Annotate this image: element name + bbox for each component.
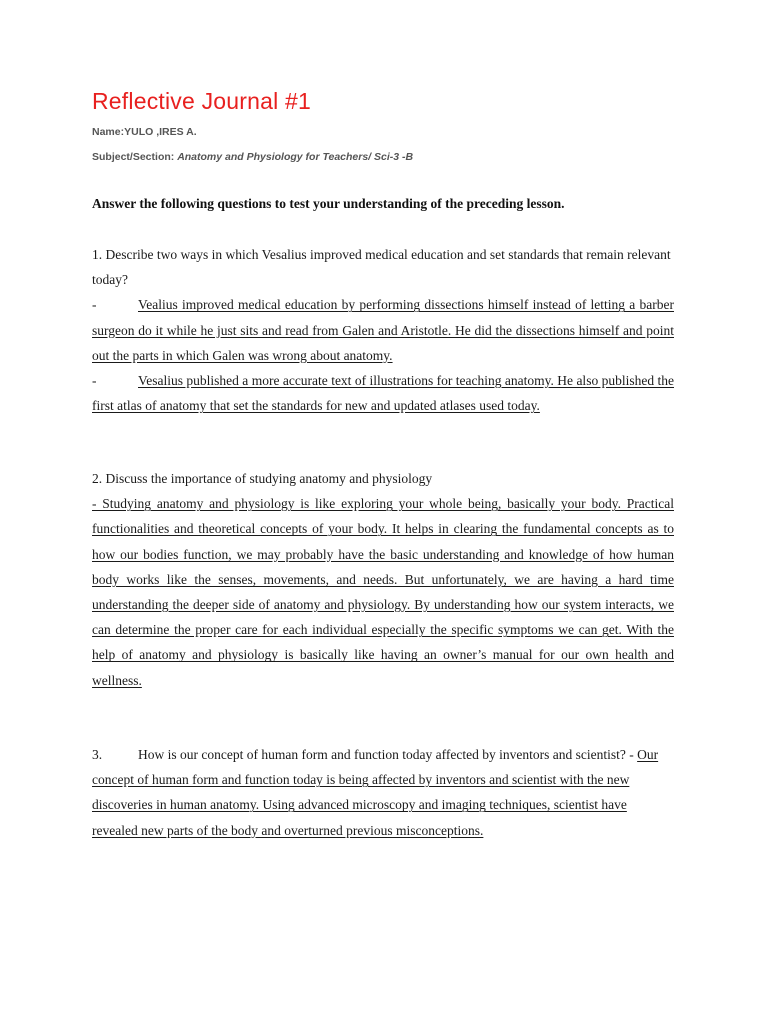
question-text	[92, 466, 674, 491]
name-value: YULO ,IRES A.	[124, 126, 197, 138]
question-1	[92, 242, 674, 418]
subject-label: Subject/Section:	[92, 151, 178, 163]
question-text	[92, 742, 674, 843]
question-number: 2.	[92, 471, 103, 486]
question-number: 3.	[92, 747, 103, 762]
question-body: How is our concept of human form and function today affected by inventors and scientist? -	[138, 747, 638, 762]
answer-item: - Vealius improved medical education by performing dissections himself instead of letting a barber surgeon do it while he just sits and read from Galen and Aristotle. He did the dissections himself and point out the parts in which Galen was wrong about anatomy.	[92, 297, 674, 363]
instructions: Answer the following questions to test your understanding of the preceding lesson.	[92, 196, 565, 211]
answer-text: Our concept of human form and function today is being affected by inventors and scientist with the new discoveries in human anatomy. Using advanced microscopy and imaging techniques, scientist have revealed new parts of the body and overturned previous misconceptions.	[92, 747, 659, 838]
answer-text: Vealius improved medical education by performing dissections himself instead of letting a barber surgeon do it while he just sits and read from Galen and Aristotle. He did the dissections himself and point out the parts in which Galen was wrong about anatomy.	[92, 297, 674, 363]
subject-section	[92, 151, 413, 163]
question-body: Describe two ways in which Vesalius improved medical education and set standards that remain relevant today?	[92, 247, 671, 288]
question-number: 1.	[92, 247, 103, 262]
question-3	[92, 742, 674, 843]
answer-text: Vesalius published a more accurate text of illustrations for teaching anatomy. He also published the first atlas of anatomy that set the standards for new and updated atlases used today.	[92, 373, 674, 414]
answer-text: - Studying anatomy and physiology is like exploring your whole being, basically your body. Practical functionalities and theoretical concepts of your body. It helps in clearing the fundamental concepts as to how our bodies function, we may probably have the basic understanding and knowledge of how human body works like the senses, movements, and needs. But unfortunately, we are having a hard time understanding the deeper side of anatomy and physiology. By understanding how our system interacts, we can determine the proper care for each individual especially the specific symptoms we can get. With the help of anatomy and physiology is basically like having an owner’s manual for our own health and wellness.	[92, 496, 674, 688]
answer-item: - Vesalius published a more accurate text of illustrations for teaching anatomy. He also published the first atlas of anatomy that set the standards for new and updated atlases used today.	[92, 373, 674, 414]
question-text	[92, 242, 674, 292]
question-body: Discuss the importance of studying anatomy and physiology	[105, 471, 433, 486]
question-2	[92, 466, 674, 693]
page-title: Reflective Journal #1	[92, 88, 311, 114]
student-name	[92, 126, 197, 138]
subject-value: Anatomy and Physiology for Teachers/ Sci-3 -B	[177, 151, 414, 163]
name-label: Name:	[92, 126, 125, 138]
